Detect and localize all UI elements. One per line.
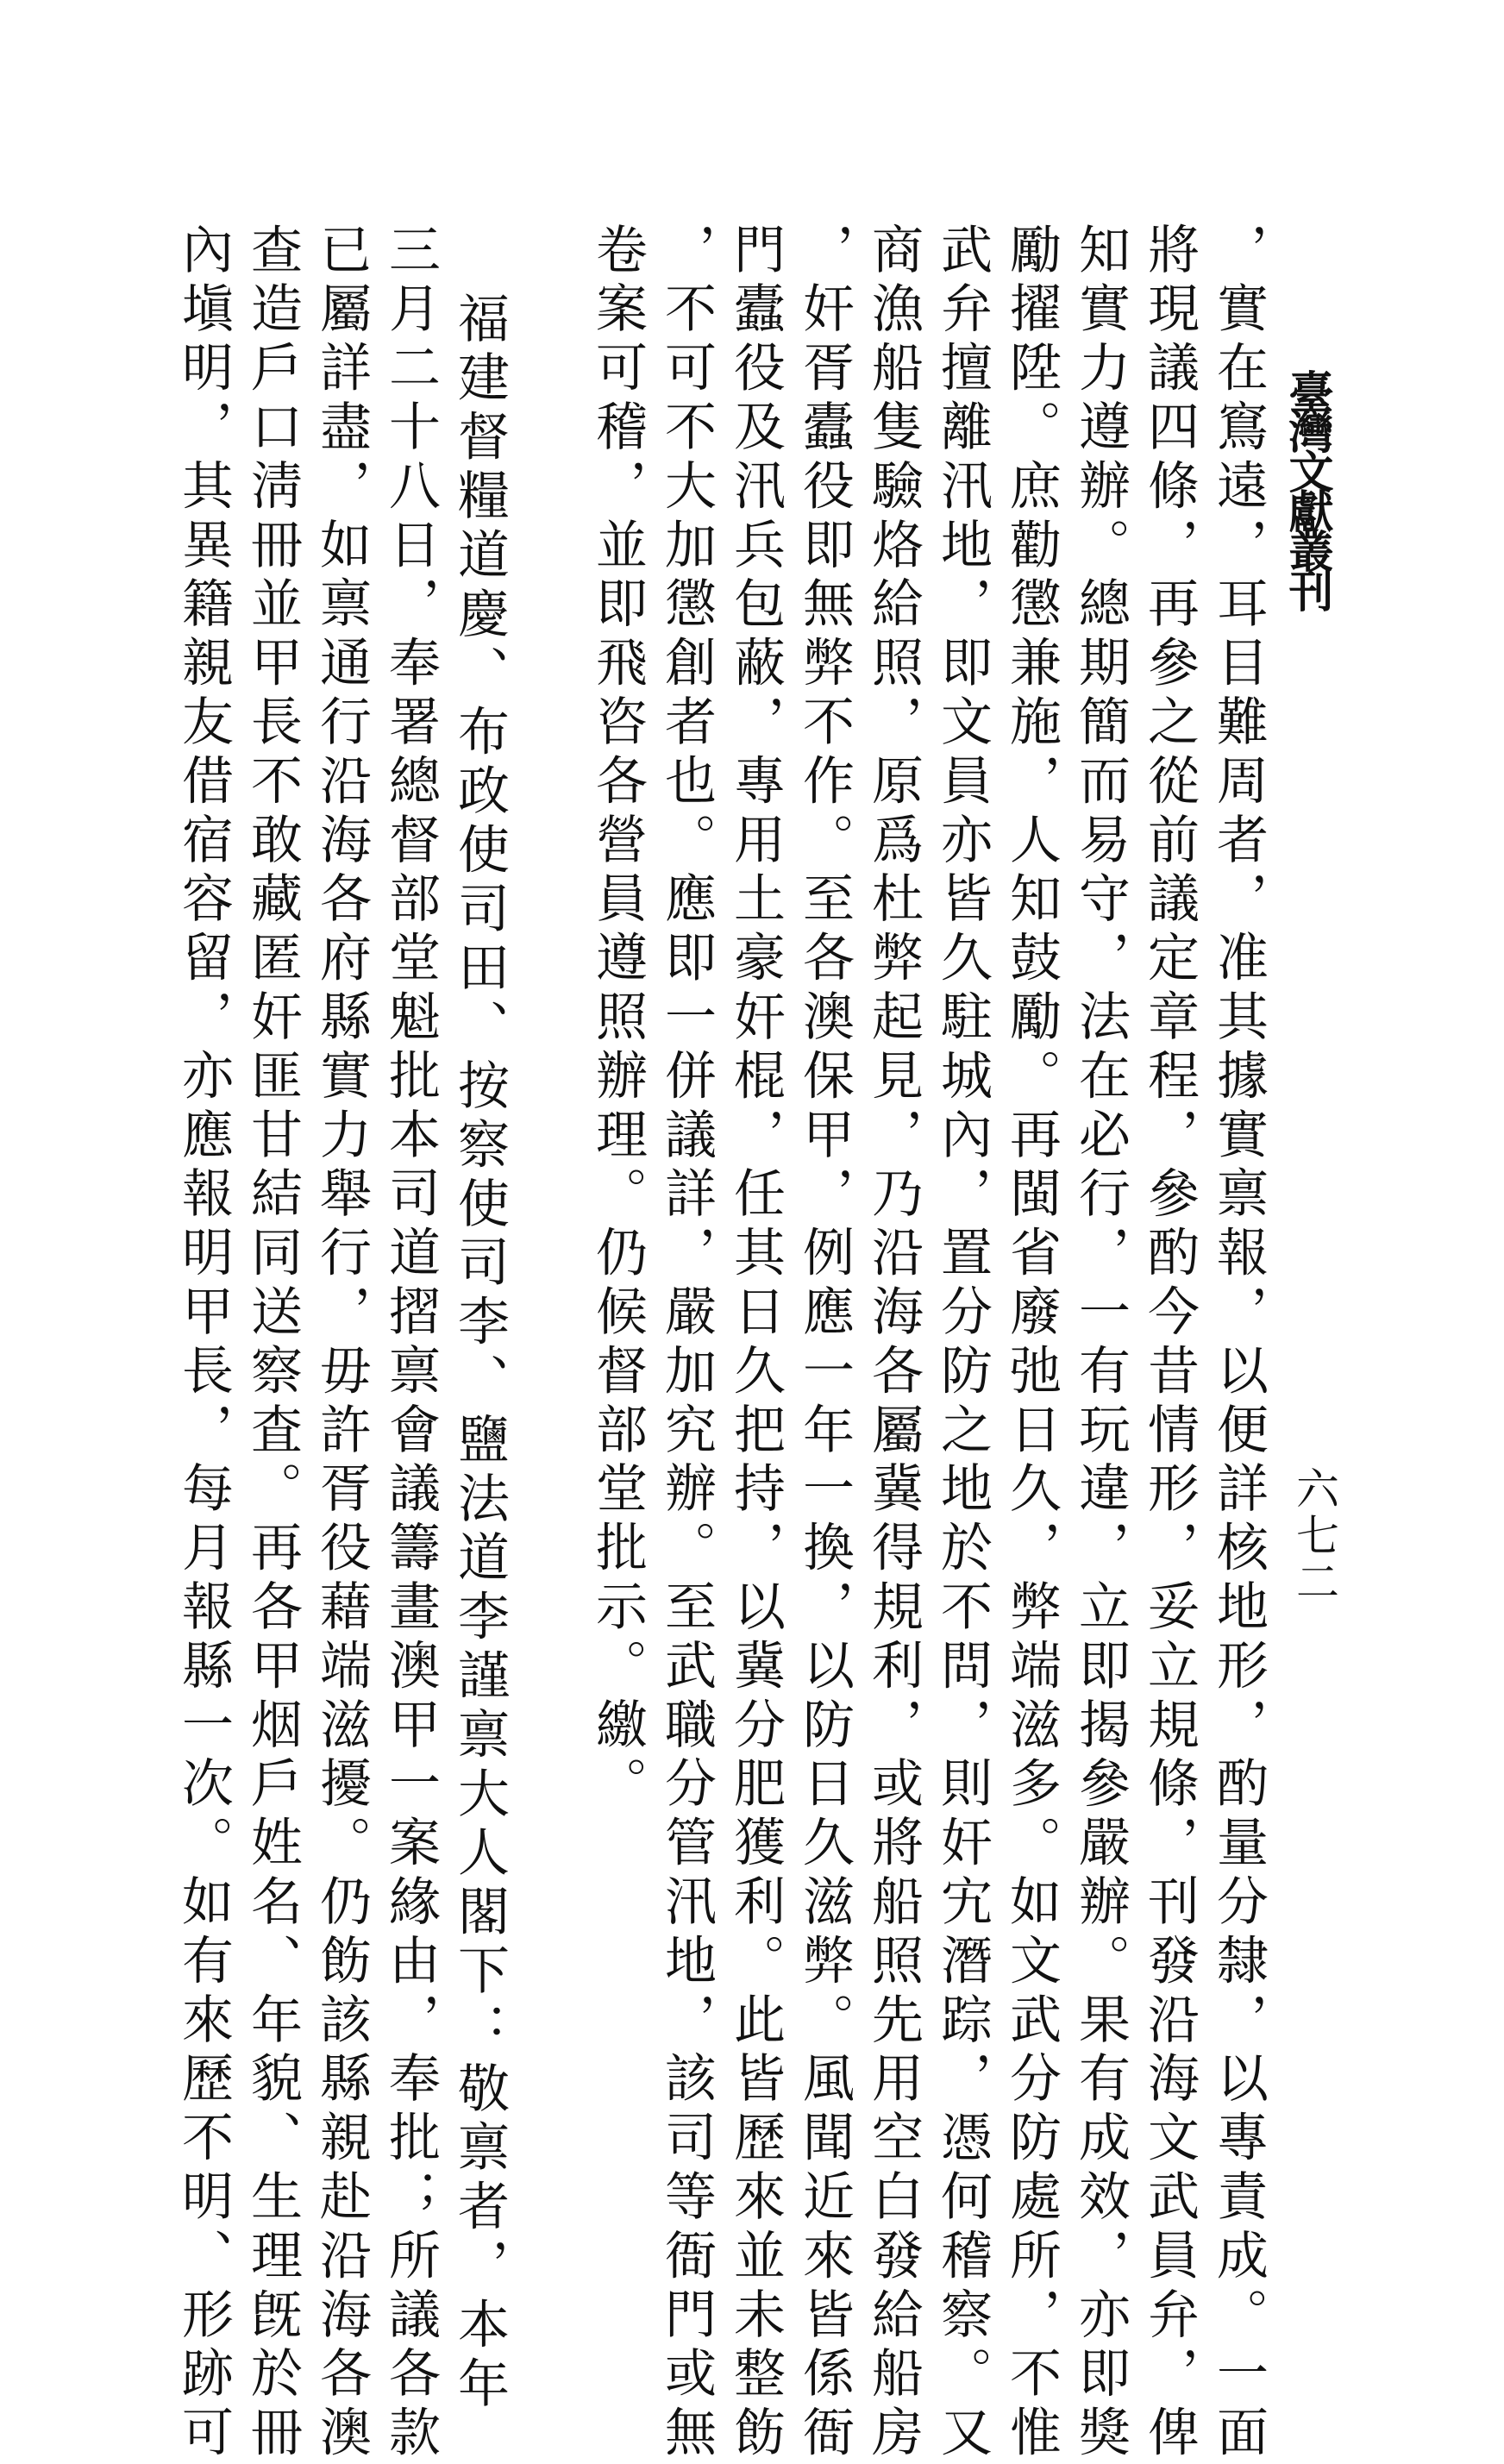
text-line-6: 商漁船隻驗烙給照，原爲杜弊起見，乃沿海各屬冀得規利，或將船照先用空白發給船房: [863, 223, 924, 2464]
text-line-15: 內塡明，其異籍親友借宿容留，亦應報明甲長，每月報縣一次。如有來歷不明、形跡可: [173, 223, 234, 2464]
text-line-9: ，不可不大加懲創者也。應即一併議詳，嚴加究辦。至武職分管汛地，該司等衙門或無: [656, 223, 717, 2464]
page-number: 六七二: [1289, 1466, 1339, 1606]
text-line-7: ，奸胥蠹役即無弊不作。至各澳保甲，例應一年一換，以防日久滋弊。風聞近來皆係衙: [794, 223, 855, 2464]
text-line-5: 武弁擅離汛地，即文員亦皆久駐城內，置分防之地於不問，則奸宄潛踪，憑何稽察。又: [932, 223, 993, 2464]
text-line-4: 勵擢陞。庶勸懲兼施，人知鼓勵。再閩省廢弛日久，弊端滋多。如文武分防處所，不惟: [1001, 223, 1062, 2464]
running-header-title: 臺灣文獻叢刊: [1281, 369, 1333, 607]
text-line-2: 將現議四條，再參之從前議定章程，參酌今昔情形，妥立規條，刊發沿海文武員弁，俾: [1139, 223, 1200, 2464]
text-line-10: 卷案可稽，並即飛咨各營員遵照辦理。仍候督部堂批示。繳。: [587, 223, 648, 1815]
text-line-11: 福建督糧道慶、布政使司田、按察使司李、鹽法道李謹禀大人閣下：敬禀者，本年: [449, 292, 510, 2416]
text-line-8: 門蠹役及汛兵包蔽，專用土豪奸棍，任其日久把持，以冀分肥獲利。此皆歷來並未整飭: [725, 223, 786, 2464]
text-line-3: 知實力遵辦。總期簡而易守，法在必行，一有玩違，立即揭參嚴辦。果有成效，亦即獎: [1070, 223, 1131, 2464]
text-line-1: ，實在窵遠，耳目難周者，准其據實禀報，以便詳核地形，酌量分隸，以專責成。一面: [1208, 223, 1269, 2464]
text-line-13: 已屬詳盡，如禀通行沿海各府縣實力舉行，毋許胥役藉端滋擾。仍飭該縣親赴沿海各澳: [311, 223, 372, 2464]
text-line-14: 查造戶口淸冊並甲長不敢藏匿奸匪甘結同送察査。再各甲烟戶姓名、年貌、生理旣於冊: [242, 223, 303, 2464]
text-line-12: 三月二十八日，奉署總督部堂魁批本司道摺禀會議籌畫澳甲一案緣由，奉批；所議各款: [380, 223, 441, 2464]
